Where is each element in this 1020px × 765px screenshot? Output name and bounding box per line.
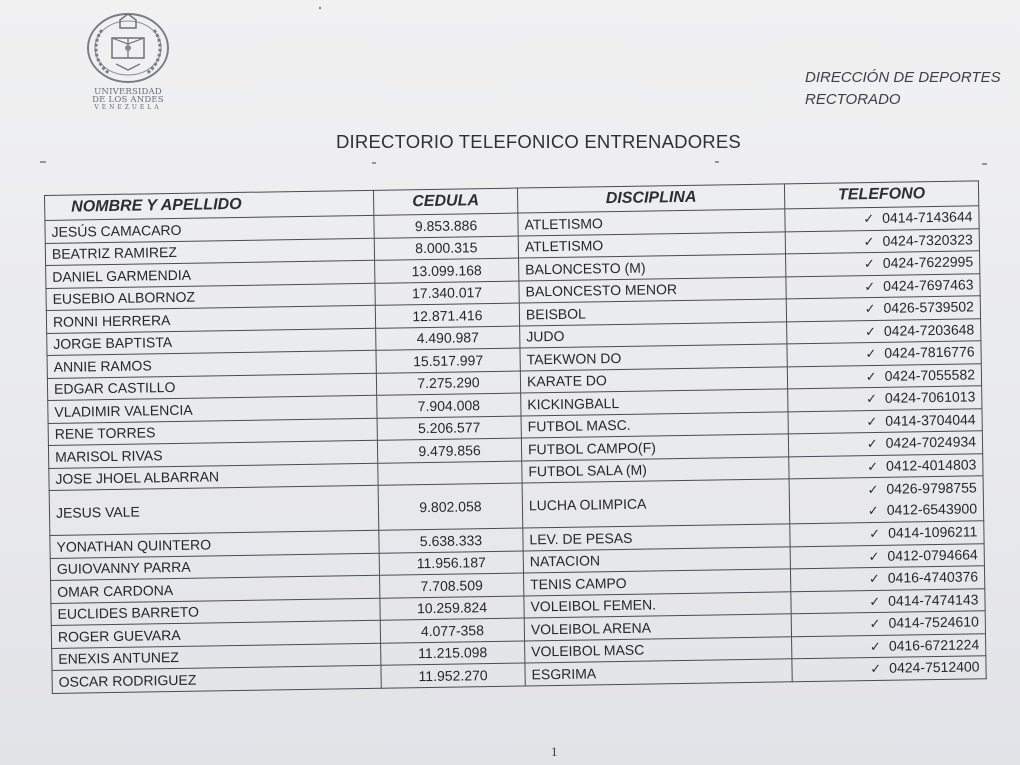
phone-number: 0424-7622995 — [882, 253, 974, 272]
coach-name-cell: EDGAR CASTILLO — [47, 373, 376, 401]
discipline-cell: LUCHA OLIMPICA — [522, 479, 790, 528]
coach-name-cell: JOSE JHOEL ALBARRAN — [49, 463, 378, 491]
phone-cell — [791, 611, 985, 637]
phone-number: 0416-6721224 — [888, 636, 980, 654]
cedula-cell: 8.000.315 — [374, 236, 518, 261]
discipline-cell: ATLETISMO — [518, 231, 785, 258]
header-cedula: CEDULA — [373, 188, 517, 215]
phone-number: 0424-7061013 — [884, 388, 976, 407]
table-body — [45, 206, 986, 693]
coach-name-cell: OMAR CARDONA — [51, 575, 380, 603]
discipline-cell: FUTBOL SALA (M) — [522, 456, 789, 483]
phone-entry — [794, 387, 975, 411]
checkmark-icon: ✓ — [869, 616, 881, 632]
checkmark-icon: ✓ — [867, 502, 879, 519]
cedula-cell: 11.956.187 — [379, 551, 523, 576]
phone-entry — [797, 589, 978, 613]
phone-cell — [785, 206, 979, 232]
phone-number: 0424-7203648 — [883, 321, 975, 339]
phone-number: 0424-7320323 — [882, 231, 973, 249]
coach-name-cell: OSCAR RODRIGUEZ — [52, 665, 381, 693]
checkmark-icon: ✓ — [866, 413, 878, 429]
cedula-cell: 17.340.017 — [375, 281, 519, 306]
office-line1: DIRECCIÓN DE DEPORTES — [805, 69, 1001, 86]
phone-cell — [787, 341, 981, 367]
coach-name-cell: VLADIMIR VALENCIA — [48, 395, 377, 423]
cedula-cell: 15.517.997 — [376, 348, 520, 373]
coach-name-cell: ROGER GUEVARA — [51, 620, 380, 648]
phone-number: 0426-5739502 — [883, 298, 974, 317]
phone-entry — [791, 207, 972, 231]
checkmark-icon: ✓ — [863, 233, 875, 249]
phone-entry — [795, 432, 976, 456]
checkmark-icon: ✓ — [867, 458, 879, 474]
cedula-cell: 13.099.168 — [375, 258, 519, 283]
cedula-cell: 5.206.577 — [377, 416, 521, 441]
coach-name-cell: MARISOL RIVAS — [48, 440, 377, 468]
phone-number: 0414-7524610 — [888, 613, 979, 632]
paper-marks — [0, 0, 1020, 200]
phone-cell — [787, 318, 981, 344]
discipline-cell: KARATE DO — [520, 366, 787, 393]
cedula-cell: 11.952.270 — [381, 663, 525, 688]
phone-cell — [789, 453, 983, 479]
phone-cell — [792, 656, 986, 682]
coach-name-cell: YONATHAN QUINTERO — [50, 530, 379, 558]
coach-name-cell: ENEXIS ANTUNEZ — [52, 643, 381, 671]
phone-number: 0412-0794664 — [887, 546, 978, 564]
phone-cell — [788, 408, 982, 434]
phone-entry — [798, 657, 979, 681]
checkmark-icon: ✓ — [866, 436, 878, 452]
cedula-cell: 7.275.290 — [376, 371, 520, 396]
discipline-cell: KICKINGBALL — [521, 389, 788, 416]
discipline-cell: VOLEIBOL FEMEN. — [524, 591, 791, 618]
logo-text-line1: UNIVERSIDAD — [94, 87, 162, 97]
phone-cell — [792, 633, 986, 659]
page-title: DIRECTORIO TELEFONICO ENTRENADORES — [336, 131, 741, 152]
discipline-cell: ESGRIMA — [525, 659, 792, 686]
phone-entry — [793, 319, 974, 343]
phone-entry — [797, 567, 978, 591]
phone-entry — [796, 522, 977, 546]
coach-name-cell: ANNIE RAMOS — [47, 350, 376, 378]
phone-number: 0424-7055582 — [884, 366, 976, 384]
discipline-cell: FUTBOL CAMPO(F) — [521, 434, 788, 461]
coach-name-cell: EUSEBIO ALBORNOZ — [46, 283, 375, 311]
checkmark-icon: ✓ — [865, 346, 877, 362]
coach-name-cell: RENE TORRES — [48, 418, 377, 446]
phone-entry — [797, 544, 978, 568]
coach-name-cell: DANIEL GARMENDIA — [46, 260, 375, 288]
cedula-cell: 9.802.058 — [378, 483, 523, 530]
checkmark-icon: ✓ — [865, 368, 877, 384]
checkmark-icon: ✓ — [869, 526, 881, 542]
phone-entry — [795, 454, 976, 478]
office-line2: RECTORADO — [805, 91, 901, 108]
logo-text-line3: VENEZUELA — [94, 104, 162, 111]
phone-cell — [788, 431, 982, 457]
cedula-cell: 4.077-358 — [380, 618, 524, 643]
phone-cell — [788, 386, 982, 412]
discipline-cell: FUTBOL MASC. — [521, 411, 788, 438]
phone-entry — [792, 252, 973, 276]
cedula-cell: 11.215.098 — [381, 641, 525, 666]
checkmark-icon: ✓ — [868, 571, 880, 587]
phone-cell — [787, 363, 981, 389]
phone-entry — [798, 612, 979, 636]
cedula-cell: 10.259.824 — [380, 596, 524, 621]
phone-entry — [792, 274, 973, 298]
header-phone: TELEFONO — [784, 181, 978, 209]
discipline-cell: BEISBOL — [519, 299, 786, 326]
phone-entry — [798, 634, 979, 658]
discipline-cell: TAEKWON DO — [520, 344, 787, 371]
phone-entry — [796, 498, 977, 522]
coach-name-cell: EUCLIDES BARRETO — [51, 598, 380, 626]
cedula-cell: 4.490.987 — [376, 326, 520, 351]
phone-entry — [793, 297, 974, 321]
phone-cell — [790, 521, 984, 547]
cedula-cell: 5.638.333 — [379, 528, 523, 553]
phone-cell — [786, 273, 980, 299]
phone-cell — [790, 566, 984, 592]
checkmark-icon: ✓ — [865, 391, 878, 407]
coach-name-cell: RONNI HERRERA — [46, 305, 375, 333]
phone-entry — [793, 342, 974, 366]
checkmark-icon: ✓ — [864, 278, 876, 294]
phone-number: 0416-4740376 — [887, 568, 979, 587]
phone-number: 0414-3704044 — [885, 411, 976, 429]
checkmark-icon: ✓ — [869, 638, 881, 654]
discipline-cell: BALONCESTO MENOR — [519, 276, 786, 303]
checkmark-icon: ✓ — [863, 256, 875, 272]
checkmark-icon: ✓ — [868, 548, 880, 564]
coach-name-cell: JESÚS CAMACARO — [45, 215, 374, 243]
checkmark-icon: ✓ — [869, 593, 881, 609]
coach-name-cell: JORGE BAPTISTA — [47, 328, 376, 356]
phone-cell — [790, 543, 984, 569]
discipline-cell: VOLEIBOL MASC — [525, 636, 792, 663]
phone-number: 0424-7024934 — [885, 433, 977, 452]
discipline-cell: ATLETISMO — [518, 209, 785, 236]
coach-name-cell: BEATRIZ RAMIREZ — [45, 238, 374, 266]
cedula-cell: 9.853.886 — [374, 213, 518, 238]
phone-entry — [796, 477, 977, 501]
coaches-directory-table — [44, 180, 987, 693]
checkmark-icon: ✓ — [863, 211, 875, 227]
discipline-cell: VOLEIBOL ARENA — [524, 614, 791, 641]
discipline-cell: NATACION — [523, 546, 790, 573]
phone-number: 0414-7474143 — [888, 591, 979, 609]
phone-number: 0412-6543900 — [886, 500, 978, 518]
phone-cell — [791, 588, 985, 614]
phone-number: 0426-9798755 — [886, 479, 977, 497]
phone-cell — [786, 251, 980, 277]
page-number: 1 — [551, 744, 558, 759]
checkmark-icon: ✓ — [870, 661, 882, 677]
cedula-cell — [378, 461, 522, 486]
phone-number: 0424-7816776 — [884, 343, 975, 362]
phone-cell — [789, 476, 984, 524]
checkmark-icon: ✓ — [864, 323, 877, 339]
phone-number: 0424-7512400 — [889, 658, 980, 677]
coach-name-cell: JESUS VALE — [49, 485, 379, 535]
cedula-cell: 9.479.856 — [377, 438, 521, 463]
discipline-cell: JUDO — [520, 321, 787, 348]
phone-entry — [795, 409, 976, 433]
discipline-cell: TENIS CAMPO — [523, 569, 790, 596]
header-discipline: DISCIPLINA — [517, 184, 784, 213]
phone-entry — [792, 229, 973, 253]
discipline-cell: LEV. DE PESAS — [523, 524, 790, 551]
logo-text-line2: DE LOS ANDES — [92, 95, 164, 105]
cedula-cell: 7.708.509 — [380, 573, 524, 598]
discipline-cell: BALONCESTO (M) — [519, 254, 786, 281]
phone-number: 0414-1096211 — [888, 523, 978, 542]
phone-cell — [785, 228, 979, 254]
phone-number: 0412-4014803 — [885, 456, 977, 474]
phone-cell — [786, 296, 980, 322]
checkmark-icon: ✓ — [867, 481, 879, 498]
checkmark-icon: ✓ — [864, 301, 876, 317]
phone-entry — [794, 364, 975, 388]
header-name: NOMBRE Y APELLIDO — [45, 190, 374, 220]
cedula-cell: 12.871.416 — [375, 303, 519, 328]
phone-number: 0424-7697463 — [883, 276, 974, 294]
phone-number: 0414-7143644 — [882, 208, 973, 227]
coach-name-cell: GUIOVANNY PARRA — [50, 553, 379, 581]
cedula-cell: 7.904.008 — [377, 393, 521, 418]
